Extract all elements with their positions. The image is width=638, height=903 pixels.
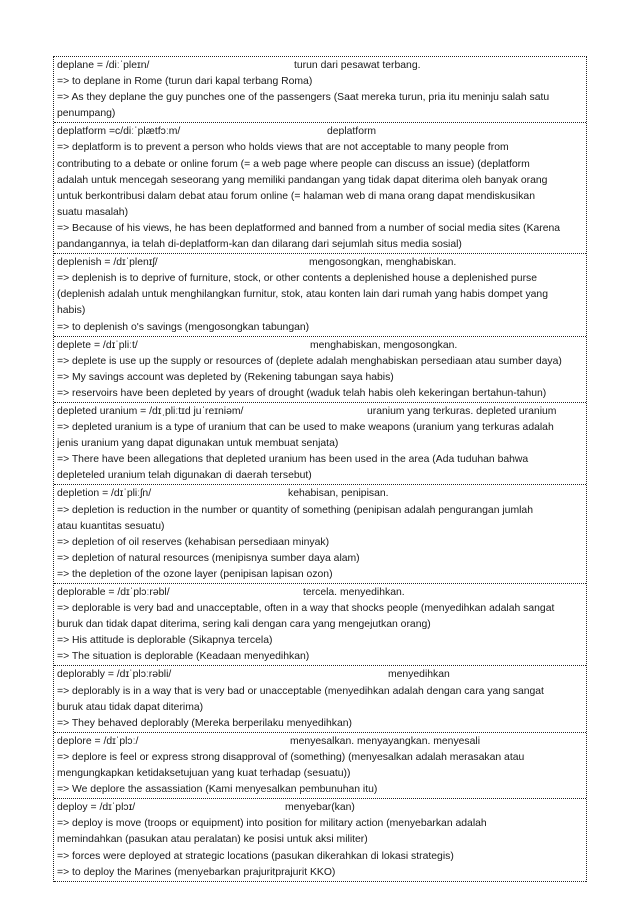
entry-text-line: => deplorably is in a way that is very bad or unacceptable (menyedihkan adalah dengan cara yang sangat: [57, 685, 544, 697]
entry-text-line: => deplenish is to deprive of furniture, stock, or other contents a deplenished house a deplenished purse: [57, 273, 538, 285]
entry-text-line: => There have been allegations that depleted uranium has been used in the area (Ada tuduhan bahwa: [57, 454, 529, 466]
entry-text-line: => reservoirs have been depleted by years of drought (waduk telah habis oleh kekeringan bertahun-tahun): [57, 387, 547, 399]
entry-text-line: => depleted uranium is a type of uranium that can be used to make weapons (uranium yang terkuras adalah: [57, 422, 554, 434]
entry-term: deplore = /dɪˈplɔː/: [57, 735, 139, 747]
entry-translation: deplatform: [327, 126, 377, 138]
entry-text-line: => deplorable is very bad and unacceptable, often in a way that shocks people (menyedihkan adalah sangat: [57, 603, 555, 615]
dictionary-document: [53, 56, 587, 882]
entry-term: deplenish = /dɪˈplenɪʃ/: [57, 257, 158, 269]
entry-text-line: adalah untuk mencegah seseorang yang memiliki pandangan yang tidak dapat diterima oleh banyak orang: [57, 174, 548, 186]
entry-translation: menghabiskan, mengosongkan.: [310, 339, 458, 351]
entry-headword-line: [57, 404, 584, 420]
entry-term: deplane = /diːˈpleɪn/: [57, 60, 150, 71]
entry-text-line: buruk atau tidak dapat diterima): [57, 701, 204, 713]
entry-text-line: buruk dan tidak dapat diterima, sering kali dengan cara yang mengejutkan orang): [57, 619, 431, 631]
dictionary-entry: [54, 337, 586, 403]
entry-text-line: => depletion is reduction in the number or quantity of something (penipisan adalah pengurangan jumlah: [57, 504, 533, 516]
entry-headword-line: [57, 585, 584, 601]
entry-headword-line: [57, 58, 584, 74]
entry-text-line: => to deplane in Rome (turun dari kapal terbang Roma): [57, 76, 313, 88]
entry-text-line: pandangannya, ia telah di-deplatform-kan dan dilarang dari sejumlah situs media sosial): [57, 239, 462, 251]
entry-term: deplete = /dɪˈpliːt/: [57, 339, 138, 351]
entry-text-line: suatu masalah): [57, 206, 129, 218]
entry-text-line: => deploy is move (troops or equipment) into position for military action (menyebarkan adalah: [57, 818, 487, 830]
entry-text-line: contributing to a debate or online forum (= a web page where people can discuss an issue) (deplatform: [57, 158, 530, 170]
entry-text-line: depleteled uranium telah digunakan di daerah tersebut): [57, 470, 312, 482]
entry-text-line: => deplete is use up the supply or resources of (deplete adalah menghabiskan persediaan atau sumber daya): [57, 355, 562, 367]
entry-translation: turun dari pesawat terbang.: [294, 60, 421, 71]
dictionary-entry: [54, 584, 586, 666]
entry-text-line: => We deplore the assassiation (Kami menyesalkan pembunuhan itu): [57, 784, 378, 796]
entry-text-line: atau kuantitas sesuatu): [57, 520, 165, 532]
entry-headword-line: [57, 255, 584, 271]
entry-term: deplorable = /dɪˈplɔːrəbl/: [57, 587, 170, 598]
entry-term: deplatform =c/diːˈplætfɔːm/: [57, 126, 181, 138]
entry-text-line: => deplore is feel or express strong disapproval of (something) (menyesalkan adalah merasakan atau: [57, 751, 525, 763]
entry-term: depletion = /dɪˈpliːʃn/: [57, 488, 152, 500]
entry-text-line: untuk berkontribusi dalam debat atau forum online (= halaman web di mana orang dapat mendiskusikan: [57, 190, 535, 202]
entry-text-line: penumpang): [57, 108, 116, 120]
entry-headword-line: [57, 667, 584, 683]
entry-text-line: mengungkapkan ketidaksetujuan yang kuat terhadap (sesuatu)): [57, 768, 351, 780]
entry-text-line: => The situation is deplorable (Keadaan menyedihkan): [57, 651, 310, 663]
entry-term: deplorably = /dɪˈplɔːrəbli/: [57, 669, 172, 681]
dictionary-entry: [54, 733, 586, 799]
entry-headword-line: [57, 338, 584, 354]
entry-headword-line: [57, 800, 584, 816]
dictionary-entry: [54, 799, 586, 881]
entry-text-line: => My savings account was depleted by (Rekening tabungan saya habis): [57, 371, 394, 383]
entry-text-line: => As they deplane the guy punches one of the passengers (Saat mereka turun, pria itu meninju salah satu: [57, 92, 550, 104]
dictionary-entry: [54, 485, 586, 584]
entry-translation: menyebar(kan): [285, 802, 355, 814]
dictionary-entry: [54, 57, 586, 123]
entry-translation: tercela. menyedihkan.: [303, 587, 405, 598]
entry-text-line: => His attitude is deplorable (Sikapnya tercela): [57, 635, 273, 647]
entry-term: depleted uranium = /dɪˌpliːtɪd juˈreɪniəm/: [57, 405, 244, 417]
entry-text-line: => depletion of oil reserves (kehabisan persediaan minyak): [57, 536, 330, 548]
entry-text-line: => to deploy the Marines (menyebarkan prajuritprajurit KKO): [57, 866, 336, 878]
entry-translation: menyesalkan. menyayangkan. menyesali: [290, 735, 481, 747]
entry-translation: menyedihkan: [388, 669, 450, 681]
entry-text-line: => They behaved deplorably (Mereka berperilaku menyedihkan): [57, 717, 352, 729]
entry-text-line: => depletion of natural resources (menipisnya sumber daya alam): [57, 552, 360, 564]
entry-text-line: => to deplenish o's savings (mengosongkan tabungan): [57, 321, 310, 333]
entry-translation: mengosongkan, menghabiskan.: [309, 257, 457, 269]
entry-text-line: memindahkan (pasukan atau peralatan) ke posisi untuk aksi militer): [57, 834, 368, 846]
entry-translation: uranium yang terkuras. depleted uranium: [367, 405, 557, 417]
entry-text-line: => forces were deployed at strategic locations (pasukan dikerahkan di lokasi strategis): [57, 850, 454, 862]
entry-headword-line: [57, 734, 584, 750]
entry-text-line: habis): [57, 305, 86, 317]
entry-text-line: jenis uranium yang dapat digunakan untuk membuat senjata): [57, 438, 339, 450]
entry-headword-line: [57, 124, 584, 140]
entry-text-line: (deplenish adalah untuk menghilangkan furnitur, stok, atau konten lain dari rumah yang habis dompet yang: [57, 289, 548, 301]
entry-text-line: => deplatform is to prevent a person who holds views that are not acceptable to many people from: [57, 142, 509, 154]
dictionary-entry: [54, 403, 586, 485]
entry-text-line: => the depletion of the ozone layer (penipisan lapisan ozon): [57, 568, 333, 580]
entry-term: deploy = /dɪˈplɔɪ/: [57, 802, 136, 814]
dictionary-entry: [54, 666, 586, 732]
entry-headword-line: [57, 486, 584, 502]
dictionary-entry: [54, 254, 586, 336]
dictionary-entry: [54, 123, 586, 254]
entry-translation: kehabisan, penipisan.: [288, 488, 389, 500]
entry-text-line: => Because of his views, he has been deplatformed and banned from a number of social media sites (Karena: [57, 222, 561, 234]
